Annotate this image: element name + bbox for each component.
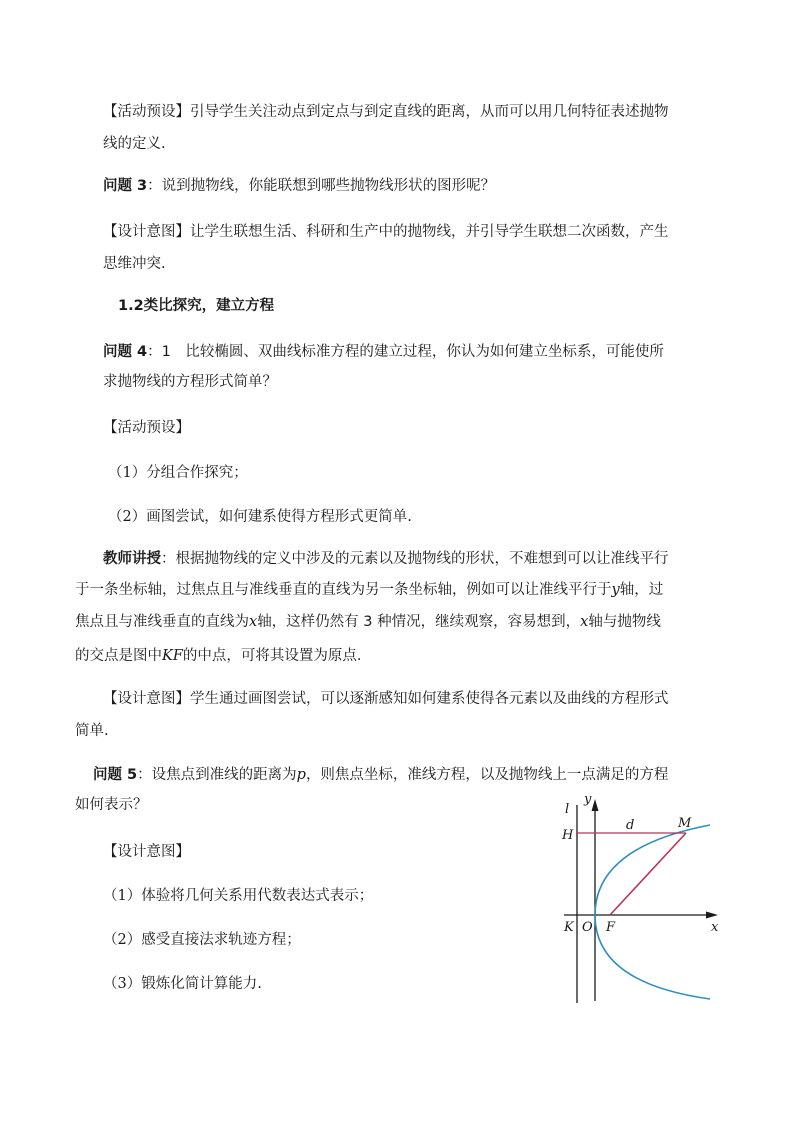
- design-intent-1-line-1: 【设计意图】让学生联想生活、科研和生产中的抛物线，并引导学生联想二次函数，产生: [103, 224, 669, 240]
- design-intent-2-line-2-wrap: [75, 721, 109, 741]
- teacher-line-1: ：根据抛物线的定义中涉及的元素以及抛物线的形状，不难想到可以让准线平行: [161, 551, 669, 567]
- question-3-label: 问题 3: [103, 178, 148, 194]
- teacher-label: 教师讲授: [103, 551, 161, 567]
- activity-preset-line-1: 【活动预设】引导学生关注动点到定点与到定直线的距离，从而可以用几何特征表述抛物: [103, 104, 669, 120]
- teacher-line-3-b: 轴，这样仍然有 3 种情况，继续观察，容易想到，: [257, 614, 581, 630]
- question-5-line-2-wrap: [75, 795, 148, 815]
- question-5-line-1-b: ，则焦点坐标，准线方程，以及抛物线上一点满足的方程: [305, 767, 669, 783]
- section-heading: 1.2类比探究，建立方程: [118, 298, 275, 314]
- segment-MF: [610, 833, 686, 915]
- label-l: l: [565, 802, 570, 817]
- activity-preset-paragraph: [103, 102, 669, 122]
- math-p: p: [296, 767, 306, 783]
- teacher-line-3: [75, 612, 661, 632]
- parabola-figure: [550, 785, 730, 1015]
- teacher-line-2: [75, 580, 663, 600]
- teacher-explanation: [103, 549, 669, 569]
- activity-preset-line-2-wrap: [103, 134, 166, 154]
- label-F: F: [606, 920, 616, 935]
- teacher-line-2-a: 于一条坐标轴，过焦点且与准线垂直的直线为另一条坐标轴，例如可以让准线平行于: [75, 582, 612, 598]
- intent3-item-1: （1）体验将几何关系用代数表达式表示；: [103, 888, 374, 904]
- design-intent-1-line-2-wrap: [103, 254, 166, 274]
- question-5-line-2: 如何表示？: [75, 797, 148, 813]
- intent3-item-3: （3）锻炼化简计算能力.: [103, 976, 262, 992]
- question-5-line-1-a: ：设焦点到准线的距离为: [137, 767, 297, 783]
- intent3-title: 【设计意图】: [103, 844, 190, 860]
- question-3: [103, 176, 495, 196]
- teacher-line-2-b: 轴，过: [619, 582, 664, 598]
- question-4-label: 问题 4: [103, 344, 148, 360]
- math-y: y: [611, 582, 620, 598]
- design-intent-1-line-2: 思维冲突.: [103, 256, 166, 272]
- math-x-2: x: [580, 614, 589, 630]
- design-intent-2-line-1: 【设计意图】学生通过画图尝试，可以逐渐感知如何建系使得各元素以及曲线的方程形式: [103, 691, 669, 707]
- design-intent-paragraph-2: [103, 689, 669, 709]
- preset-title: 【活动预设】: [103, 420, 190, 436]
- question-4-line-1: ：1 比较椭圆、双曲线标准方程的建立过程，你认为如何建立坐标系，可能使所: [147, 344, 664, 360]
- teacher-line-3-a: 焦点且与准线垂直的直线为: [75, 614, 249, 630]
- question-5-label: 问题 5: [93, 767, 138, 783]
- label-y: y: [584, 792, 592, 807]
- label-d: d: [626, 818, 635, 833]
- preset-item-2: （2）画图尝试，如何建系使得方程形式更简单.: [108, 509, 412, 525]
- label-x: x: [711, 920, 719, 935]
- teacher-line-4-b: 的中点，可将其设置为原点.: [182, 648, 362, 664]
- teacher-line-4-a: 的交点是图中: [75, 648, 162, 664]
- label-H: H: [562, 828, 574, 843]
- preset-item-1: （1）分组合作探究；: [108, 465, 248, 481]
- label-K: K: [564, 920, 574, 935]
- question-4-line-2: 求抛物线的方程形式简单？: [103, 374, 277, 390]
- math-x: x: [249, 614, 258, 630]
- question-5: [93, 765, 668, 785]
- activity-preset-line-2: 线的定义.: [103, 136, 166, 152]
- label-M: M: [678, 816, 692, 831]
- teacher-line-3-c: 轴与抛物线: [588, 614, 661, 630]
- teacher-line-4: [75, 646, 362, 666]
- question-4: [103, 342, 664, 362]
- x-axis-arrow-icon: [706, 912, 718, 919]
- question-3-text: ：说到抛物线，你能联想到哪些抛物线形状的图形呢？: [147, 178, 496, 194]
- question-4-line-2-wrap: [103, 372, 277, 392]
- design-intent-2-line-2: 简单.: [75, 723, 109, 739]
- y-axis-arrow-icon: [592, 799, 599, 811]
- design-intent-paragraph-1: [103, 222, 669, 242]
- intent3-item-2: （2）感受直接法求轨迹方程；: [103, 932, 301, 948]
- math-KF: KF: [162, 648, 183, 664]
- label-O: O: [582, 920, 593, 935]
